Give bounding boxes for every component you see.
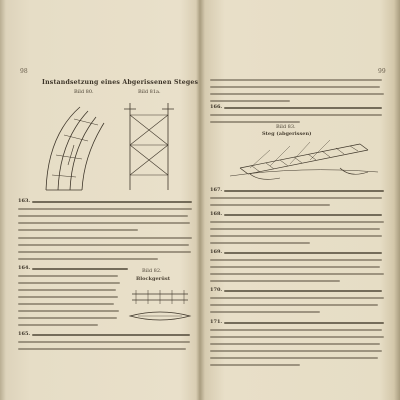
paragraph-number: 164. xyxy=(18,265,31,271)
figure-caption: Bild 81a. xyxy=(138,89,161,95)
right-page xyxy=(210,0,386,400)
paragraph-number: 165. xyxy=(18,331,31,337)
figure-caption: Bild 80. xyxy=(74,89,94,95)
page-number: 99 xyxy=(378,68,386,75)
paragraph-number: 171. xyxy=(210,319,223,325)
paragraph-number: 170. xyxy=(210,287,223,293)
paragraph-number: 163. xyxy=(18,198,31,204)
left-page xyxy=(18,0,199,400)
figure-title: Steg (abgerissen) xyxy=(262,131,312,137)
figure-caption: Bild 82. xyxy=(142,268,162,274)
pontoon-bridge-figure xyxy=(210,138,386,184)
section-heading: Instandsetzung eines Abgerissenen Steges xyxy=(42,79,199,86)
paragraph-number: 166. xyxy=(210,104,223,110)
figure-caption: Bild 83. xyxy=(276,124,296,130)
bridge-plan-figure xyxy=(18,95,194,195)
figure-title: Blockgerüst xyxy=(136,276,171,282)
raft-figure xyxy=(128,286,192,326)
paragraph-number: 169. xyxy=(210,249,223,255)
paragraph-number: 168. xyxy=(210,211,223,217)
page-number: 98 xyxy=(20,68,28,75)
paragraph-number: 167. xyxy=(210,187,223,193)
